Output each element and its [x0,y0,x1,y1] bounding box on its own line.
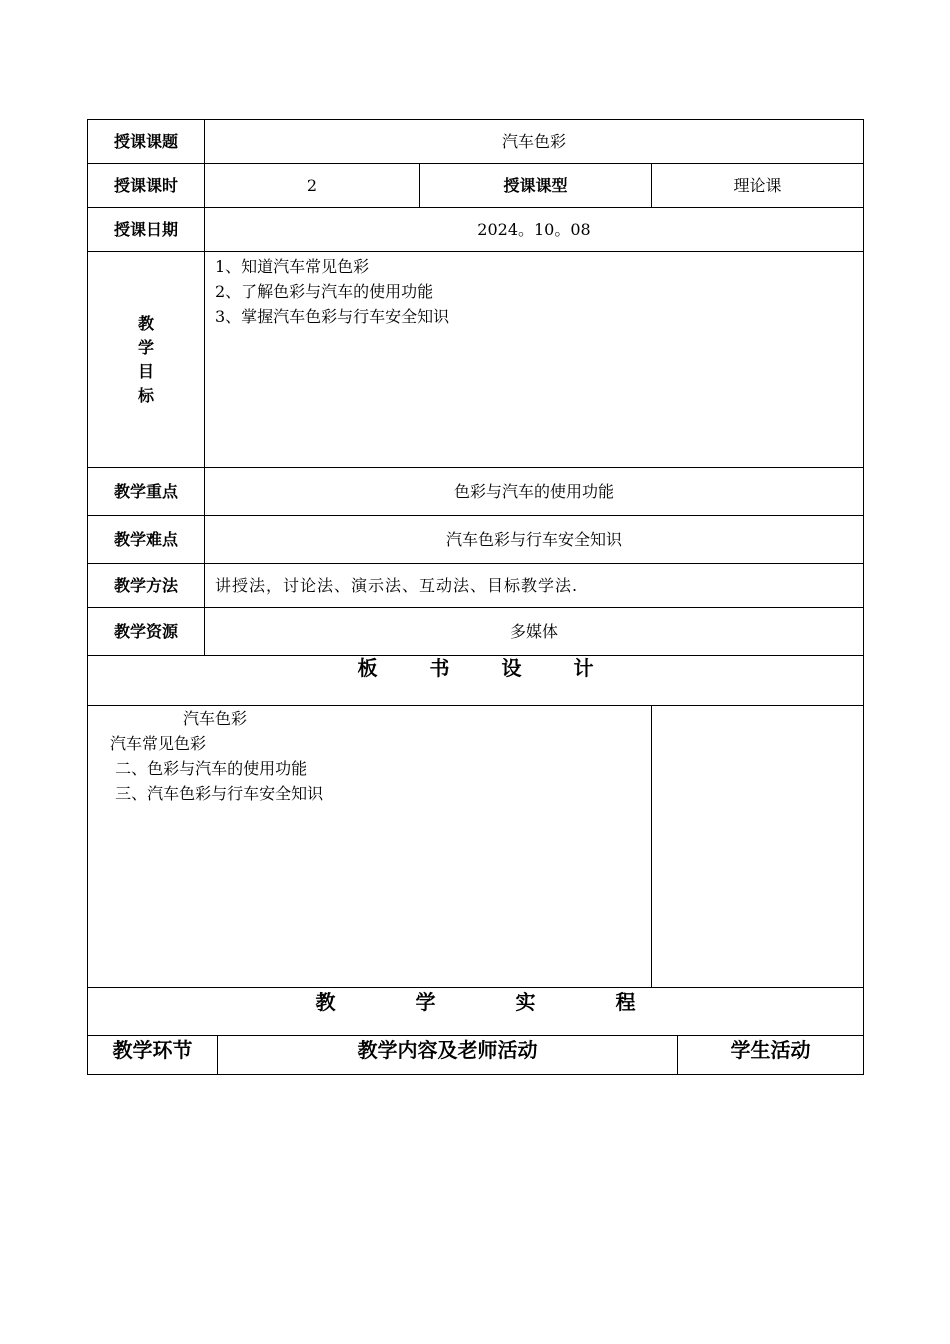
lesson-type-label: 授课课型 [420,164,652,208]
board-title-char: 设 [501,656,522,680]
hours-value: 2 [205,164,420,208]
board-line: 汽车色彩 [183,709,248,728]
method-row [88,564,864,608]
board-title-char: 书 [429,656,450,680]
process-title-char: 教 [315,990,336,1014]
goals-label [88,252,205,468]
method-label: 教学方法 [88,564,205,608]
date-value: 2024。10。08 [205,208,864,252]
goals-row [88,252,864,468]
key-point-value: 色彩与汽车的使用功能 [205,468,864,516]
goals-content [205,252,864,468]
process-title-char: 实 [515,990,536,1014]
goals-label-char: 目 [137,361,154,381]
method-value: 讲授法，讨论法、演示法、互动法、目标教学法. [205,564,864,608]
board-side-blank [652,706,864,988]
process-header-content: 教学内容及老师活动 [218,1036,678,1075]
topic-row [88,120,864,164]
lesson-plan-table [87,119,864,1036]
process-header-row [88,1036,864,1075]
process-title-char: 学 [415,990,436,1014]
difficulty-row [88,516,864,564]
goal-item: 3、掌握汽车色彩与行车安全知识 [215,307,450,326]
board-title-char: 板 [357,656,378,680]
resource-row [88,608,864,656]
goals-label-char: 标 [137,385,154,405]
process-title-char: 程 [615,990,636,1014]
board-content-row [88,706,864,988]
key-point-row [88,468,864,516]
goals-label-char: 学 [137,337,154,357]
date-row [88,208,864,252]
resource-value: 多媒体 [205,608,864,656]
process-title [88,988,864,1036]
board-line: 三、汽车色彩与行车安全知识 [110,784,324,803]
process-header-table [87,1035,864,1075]
process-title-row [88,988,864,1036]
key-point-label: 教学重点 [88,468,205,516]
difficulty-value: 汽车色彩与行车安全知识 [205,516,864,564]
hours-label: 授课课时 [88,164,205,208]
lesson-type-value: 理论课 [652,164,864,208]
board-content [88,706,652,988]
board-title-row [88,656,864,706]
goal-item: 1、知道汽车常见色彩 [215,257,370,276]
board-line: 二、色彩与汽车的使用功能 [110,759,308,778]
process-header-student: 学生活动 [678,1036,864,1075]
topic-value: 汽车色彩 [205,120,864,164]
date-label: 授课日期 [88,208,205,252]
goal-item: 2、了解色彩与汽车的使用功能 [215,282,434,301]
board-title-char: 计 [573,656,594,680]
resource-label: 教学资源 [88,608,205,656]
board-title [88,656,864,706]
topic-label: 授课课题 [88,120,205,164]
hours-row [88,164,864,208]
goals-label-char: 教 [137,313,154,333]
process-header-stage: 教学环节 [88,1036,218,1075]
board-line: 汽车常见色彩 [110,734,207,753]
difficulty-label: 教学难点 [88,516,205,564]
